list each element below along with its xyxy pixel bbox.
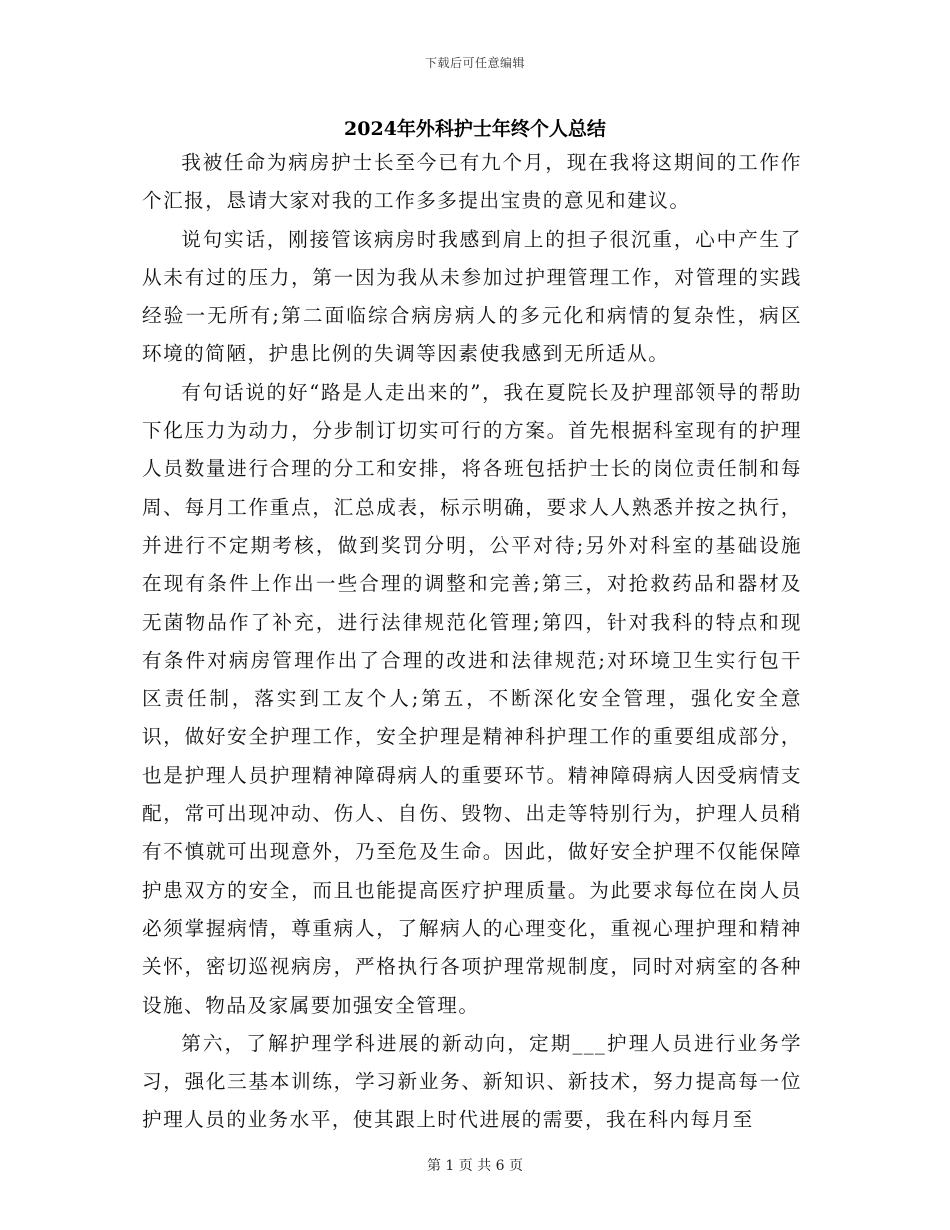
- paragraph-1: 我被任命为病房护士长至今已有九个月，现在我将这期间的工作作个汇报，恳请大家对我的工作多多提出宝贵的意见和建议。: [142, 151, 802, 213]
- page-number: 第 1 页 共 6 页: [426, 1158, 524, 1174]
- document-body: [142, 144, 802, 1140]
- paragraph-4: 第六，了解护理学科进展的新动向，定期___护理人员进行业务学习，强化三基本训练，学习新业务、新知识、新技术，努力提高每一位护理人员的业务水平，使其跟上时代进展的需要，我在科内每月至: [142, 1031, 802, 1132]
- paragraph-3: 有句话说的好“路是人走出来的”，我在夏院长及护理部领导的帮助下化压力为动力，分步制订切实可行的方案。首先根据科室现有的护理人员数量进行合理的分工和安排，将各班包括护士长的岗位责任制和每周、每月工作重点，汇总成表，标示明确，要求人人熟悉并按之执行，并进行不定期考核，做到奖罚分明，公平对待;另外对科室的基础设施在现有条件上作出一些合理的调整和完善;第三，对抢救药品和器材及无菌物品作了补充，进行法律规范化管理;第四，针对我科的特点和现有条件对病房管理作出了合理的改进和法律规范;对环境卫生实行包干区责任制，落实到工友个人;第五，不断深化安全管理，强化安全意识，做好安全护理工作，安全护理是精神科护理工作的重要组成部分，也是护理人员护理精神障碍病人的重要环节。精神障碍病人因受病情支配，常可出现冲动、伤人、自伤、毁物、出走等特别行为，护理人员稍有不慎就可出现意外，乃至危及生命。因此，做好安全护理不仅能保障护患双方的安全，而且也能提高医疗护理质量。为此要求每位在岗人员必须掌握病情，尊重病人，了解病人的心理变化，重视心理护理和精神关怀，密切巡视病房，严格执行各项护理常规制度，同时对病室的各种设施、物品及家属要加强安全管理。: [142, 380, 802, 1017]
- document-title: 2024年外科护士年终个人总结: [344, 118, 606, 140]
- page-header-note: 下载后可任意编辑: [424, 56, 525, 70]
- paragraph-2: 说句实话，刚接管该病房时我感到肩上的担子很沉重，心中产生了从未有过的压力，第一因为我从未参加过护理管理工作，对管理的实践经验一无所有;第二面临综合病房病人的多元化和病情的复杂性，病区环境的简陋，护患比例的失调等因素使我感到无所适从。: [142, 227, 802, 366]
